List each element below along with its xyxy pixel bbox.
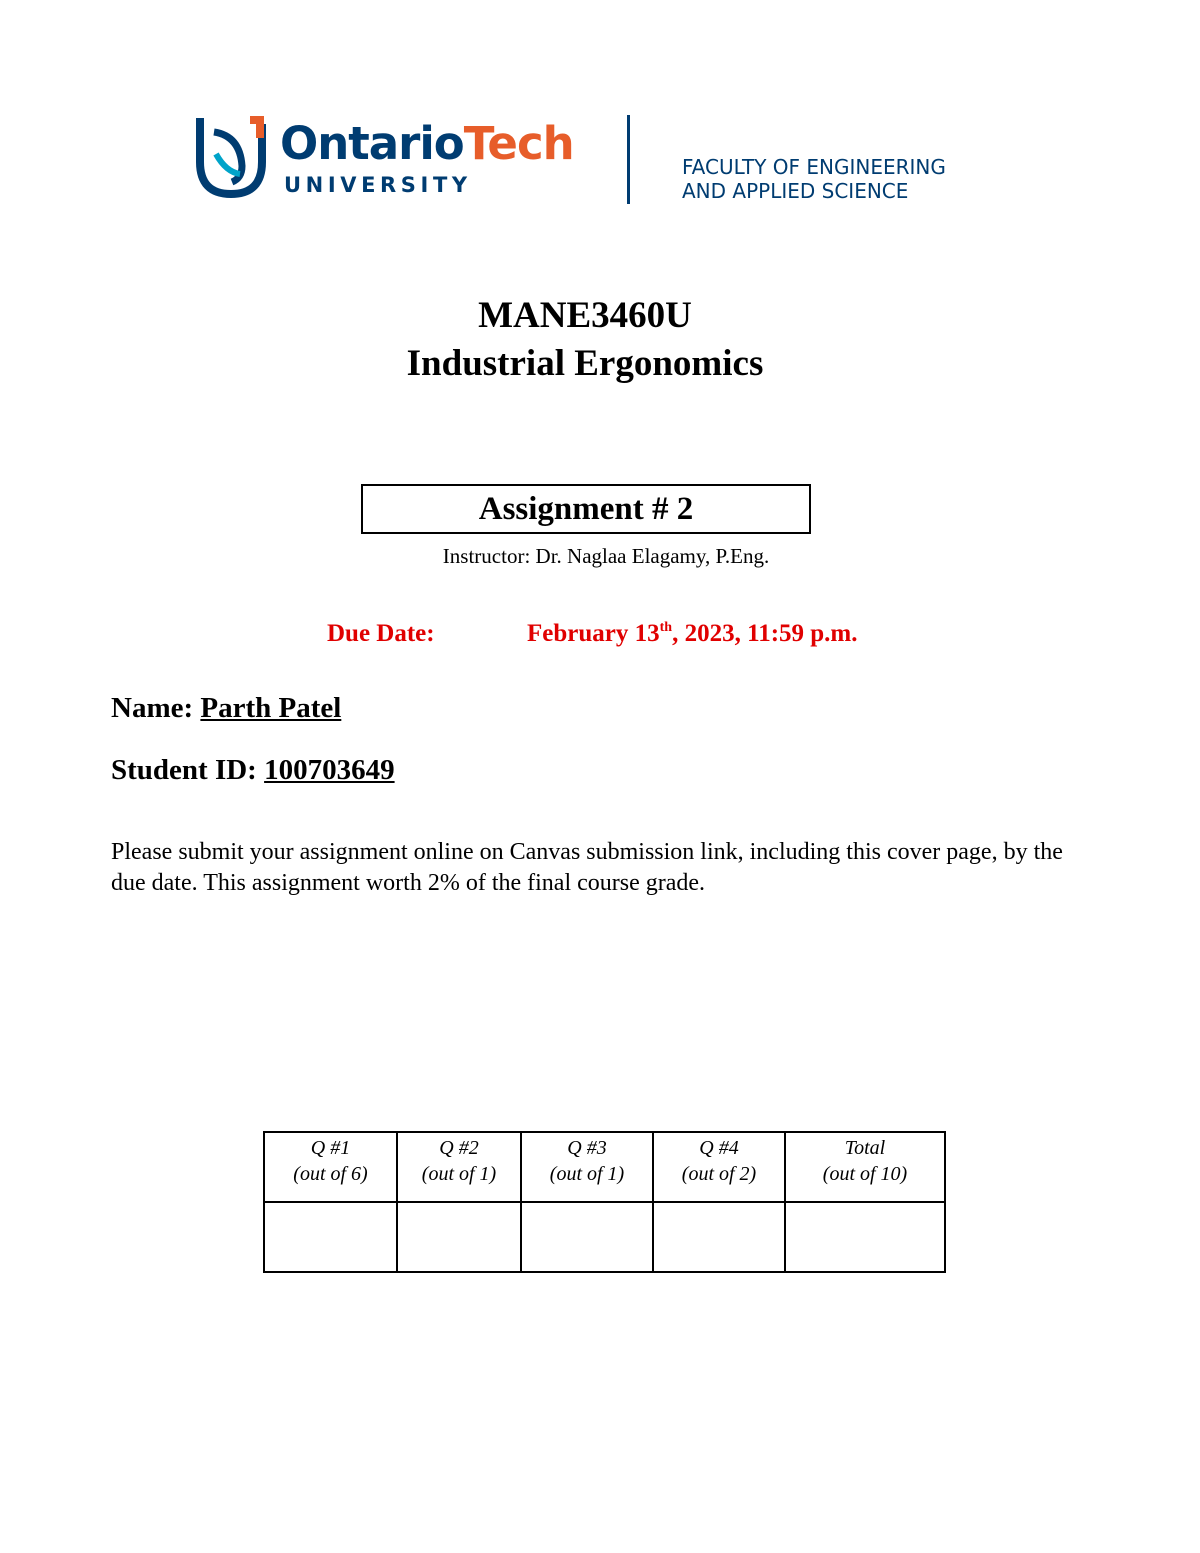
student-id-value: 100703649 [264,754,395,786]
grade-header-q2 [397,1132,521,1202]
grade-cell-q3 [521,1202,653,1272]
grade-header-subtitle: (out of 1) [549,1163,625,1185]
grade-header-title: Q #4 [699,1137,739,1159]
grade-table-header-row [264,1132,945,1202]
due-rest: , 2023, 11:59 p.m. [672,620,858,647]
assignment-title-box [361,484,811,534]
university-subtitle: UNIVERSITY [284,173,472,197]
faculty-name [682,155,946,203]
grade-header-title: Q #3 [567,1137,607,1159]
grade-cell-total [785,1202,945,1272]
grade-header-q3 [521,1132,653,1202]
faculty-line-2: AND APPLIED SCIENCE [682,179,909,203]
instructor-line: Instructor: Dr. Naglaa Elagamy, P.Eng. [442,544,770,568]
grade-header-title: Q #2 [439,1137,479,1159]
ontario-tech-logo-icon [196,114,266,198]
grade-cell-q4 [653,1202,785,1272]
due-day-suffix: th [659,620,673,635]
wordmark-part-ontario: Ontario [280,117,464,170]
university-wordmark [280,118,574,170]
course-name: Industrial Ergonomics [406,343,764,384]
grade-header-title: Total [844,1137,886,1159]
course-code: MANE3460U [478,295,692,336]
grade-table [263,1131,946,1273]
grade-header-q1 [264,1132,397,1202]
due-date-value [527,618,858,650]
student-name-label: Name: [111,692,201,724]
student-id-row [111,752,395,788]
grade-header-subtitle: (out of 6) [293,1163,368,1185]
logo-divider [627,115,630,204]
wordmark-part-tech: Tech [463,117,574,170]
due-date-label: Due Date: [327,620,435,647]
faculty-line-1: FACULTY OF ENGINEERING [682,155,946,179]
student-id-label: Student ID: [111,754,265,786]
grade-table-score-row [264,1202,945,1272]
grade-cell-q1 [264,1202,397,1272]
assignment-title: Assignment # 2 [478,491,694,527]
submission-instructions: Please submit your assignment online on Canvas submission link, including this cover page, by the due date. This assignment worth 2% of the final course grade. [111,839,1063,896]
grade-header-q4 [653,1132,785,1202]
grade-header-subtitle: (out of 10) [822,1163,908,1185]
grade-header-total [785,1132,945,1202]
due-month-day: February 13 [527,620,660,647]
student-name-row [111,690,341,726]
student-name-value: Parth Patel [200,692,342,724]
grade-header-title: Q #1 [310,1137,351,1159]
grade-header-subtitle: (out of 2) [681,1163,757,1185]
grade-header-subtitle: (out of 1) [421,1163,497,1185]
grade-cell-q2 [397,1202,521,1272]
